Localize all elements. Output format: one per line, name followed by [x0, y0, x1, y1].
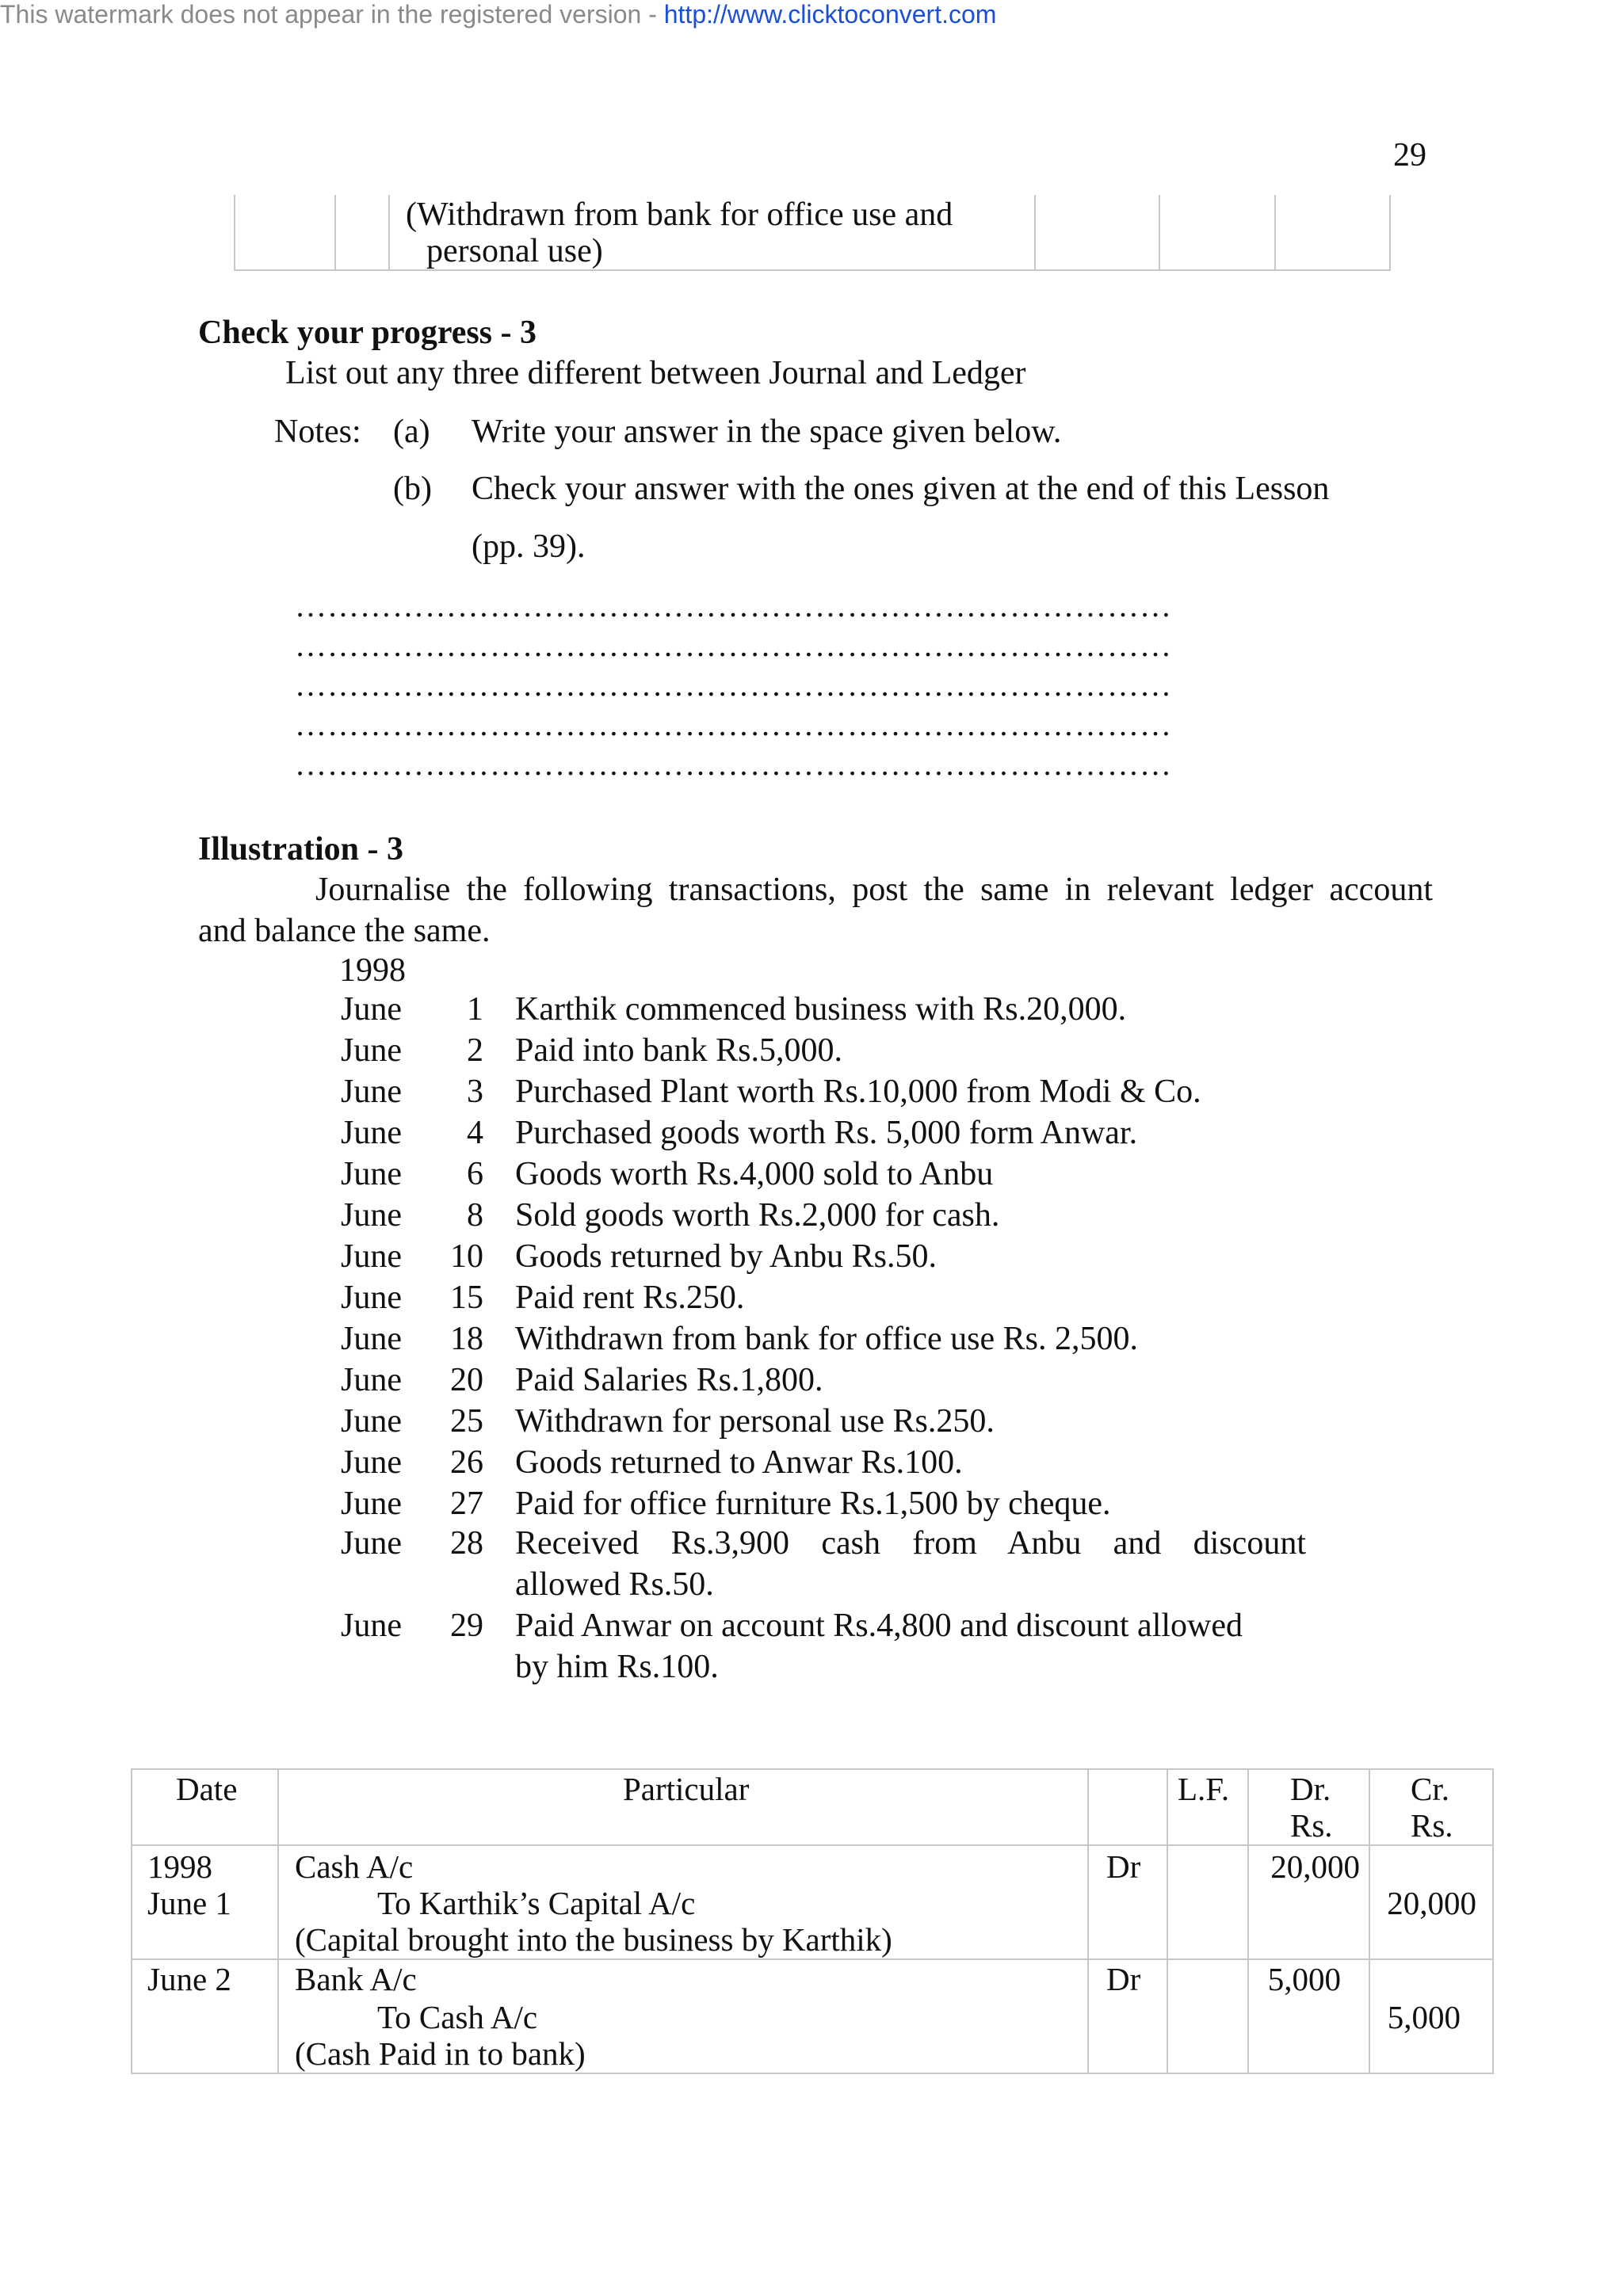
credit-account: To Karthik’s Capital A/c: [377, 1885, 696, 1921]
entry-date: June 2: [147, 1961, 231, 1997]
dr-mark: Dr: [1106, 1848, 1141, 1885]
illustration-intro-line1: Journalise the following transactions, post the same in relevant ledger account: [315, 871, 1433, 908]
transaction-day: 26: [450, 1444, 483, 1481]
transaction-text: Received Rs.3,900 cash from Anbu and discount: [515, 1525, 1306, 1562]
transaction-month: June: [341, 1403, 402, 1440]
transaction-text: Goods returned by Anbu Rs.50.: [515, 1238, 937, 1275]
progress-heading: Check your progress - 3: [198, 315, 537, 351]
transaction-text: Paid rent Rs.250.: [515, 1280, 745, 1316]
transaction-month: June: [341, 1115, 402, 1151]
transaction-text: Withdrawn for personal use Rs.250.: [515, 1403, 995, 1440]
watermark: This watermark does not appear in the registered version - http://www.clicktoconvert.com: [0, 0, 997, 29]
narration: (Capital brought into the business by Karthik): [295, 1921, 892, 1958]
illustration-heading: Illustration - 3: [198, 831, 404, 868]
answer-line: ………………………………………………………………………: [295, 707, 1172, 742]
transaction-month: June: [341, 1321, 402, 1357]
header-particular: Particular: [623, 1771, 750, 1807]
transaction-day: 28: [450, 1525, 483, 1562]
transaction-day: 29: [450, 1608, 483, 1644]
transaction-text-continued: by him Rs.100.: [515, 1649, 719, 1685]
transaction-day: 1: [467, 991, 483, 1028]
answer-line: ………………………………………………………………………: [295, 588, 1172, 624]
transaction-text: Goods worth Rs.4,000 sold to Anbu: [515, 1156, 994, 1192]
transaction-month: June: [341, 991, 402, 1028]
header-dr: Dr.: [1290, 1771, 1331, 1807]
transaction-month: June: [341, 1486, 402, 1522]
transaction-day: 3: [467, 1074, 483, 1110]
transaction-text: Goods returned to Anwar Rs.100.: [515, 1444, 963, 1481]
answer-line: ………………………………………………………………………: [295, 746, 1172, 782]
dr-amount: 20,000: [1270, 1848, 1360, 1885]
progress-question: List out any three different between Journal and Ledger: [285, 355, 1026, 391]
transaction-month: June: [341, 1032, 402, 1069]
transaction-month: June: [341, 1444, 402, 1481]
header-dr-unit: Rs.: [1290, 1807, 1333, 1844]
transaction-text: Sold goods worth Rs.2,000 for cash.: [515, 1197, 1000, 1234]
transaction-day: 8: [467, 1197, 483, 1234]
transaction-month: June: [341, 1156, 402, 1192]
transaction-month: June: [341, 1608, 402, 1644]
transaction-day: 4: [467, 1115, 483, 1151]
transaction-day: 25: [450, 1403, 483, 1440]
entry-date: June 1: [147, 1885, 231, 1921]
header-lf: L.F.: [1178, 1771, 1230, 1807]
cr-amount: 5,000: [1387, 1999, 1461, 2035]
debit-account: Bank A/c: [295, 1961, 417, 1997]
top-fragment-line1: (Withdrawn from bank for office use and: [406, 196, 953, 233]
transaction-text: Karthik commenced business with Rs.20,000.: [515, 991, 1127, 1028]
transaction-day: 15: [450, 1280, 483, 1316]
transaction-day: 18: [450, 1321, 483, 1357]
header-date: Date: [176, 1771, 238, 1807]
transaction-month: June: [341, 1280, 402, 1316]
narration: (Cash Paid in to bank): [295, 2035, 586, 2072]
note-b-marker: (b): [393, 471, 432, 507]
note-a-text: Write your answer in the space given below.: [472, 414, 1062, 450]
transaction-text: Withdrawn from bank for office use Rs. 2,500.: [515, 1321, 1139, 1357]
year-label: 1998: [339, 952, 406, 989]
credit-account: To Cash A/c: [377, 1999, 538, 2035]
transaction-day: 2: [467, 1032, 483, 1069]
transaction-day: 27: [450, 1486, 483, 1522]
debit-account: Cash A/c: [295, 1848, 414, 1885]
transaction-month: June: [341, 1238, 402, 1275]
dr-amount: 5,000: [1267, 1961, 1341, 1997]
transaction-text: Paid for office furniture Rs.1,500 by cheque.: [515, 1486, 1111, 1522]
answer-line: ………………………………………………………………………: [295, 667, 1172, 703]
header-cr: Cr.: [1411, 1771, 1449, 1807]
entry-date: 1998: [147, 1848, 212, 1885]
answer-line: ………………………………………………………………………: [295, 627, 1172, 663]
transaction-day: 6: [467, 1156, 483, 1192]
watermark-link[interactable]: http://www.clicktoconvert.com: [663, 0, 997, 29]
transaction-text: Paid Salaries Rs.1,800.: [515, 1362, 823, 1398]
dr-mark: Dr: [1106, 1961, 1141, 1997]
transaction-text: Paid into bank Rs.5,000.: [515, 1032, 843, 1069]
transaction-text: Paid Anwar on account Rs.4,800 and discount allowed: [515, 1608, 1243, 1644]
transaction-text-continued: allowed Rs.50.: [515, 1566, 714, 1603]
transaction-month: June: [341, 1074, 402, 1110]
notes-label: Notes:: [274, 414, 361, 450]
header-cr-unit: Rs.: [1411, 1807, 1453, 1844]
top-fragment-line2: personal use): [426, 233, 603, 269]
transaction-month: June: [341, 1197, 402, 1234]
note-b-continued: (pp. 39).: [472, 528, 586, 565]
transaction-month: June: [341, 1525, 402, 1562]
cr-amount: 20,000: [1387, 1885, 1476, 1921]
transaction-day: 10: [450, 1238, 483, 1275]
illustration-intro-line2: and balance the same.: [198, 913, 491, 949]
transaction-text: Purchased Plant worth Rs.10,000 from Modi & Co.: [515, 1074, 1201, 1110]
page-number: 29: [1393, 137, 1426, 174]
note-a-marker: (a): [393, 414, 430, 450]
note-b-text: Check your answer with the ones given at the end of this Lesson: [472, 471, 1330, 507]
transaction-day: 20: [450, 1362, 483, 1398]
transaction-month: June: [341, 1362, 402, 1398]
transaction-text: Purchased goods worth Rs. 5,000 form Anwar.: [515, 1115, 1138, 1151]
